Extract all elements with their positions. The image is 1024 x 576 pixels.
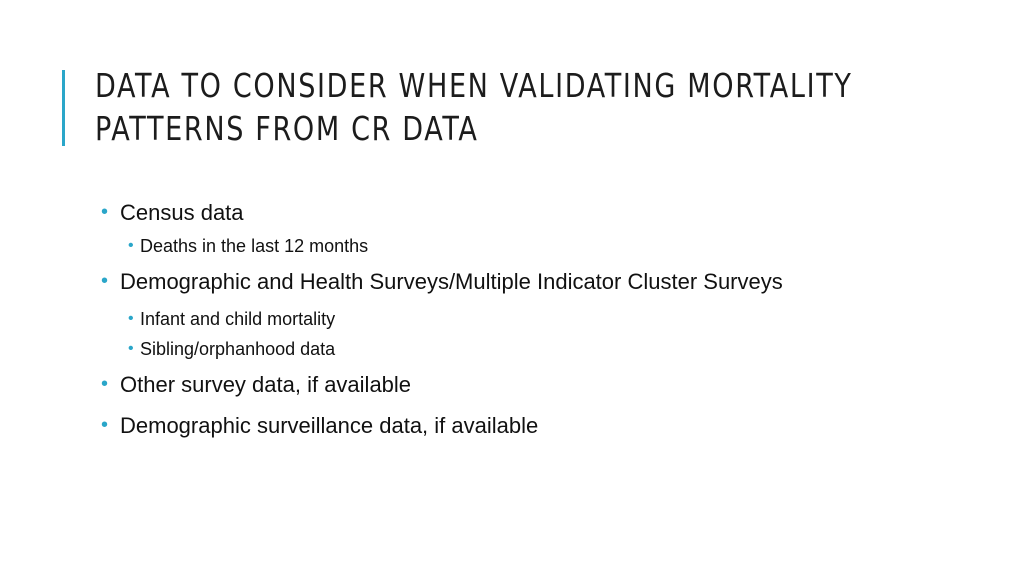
bullet-item-surveillance — [100, 409, 840, 442]
bullet-item-dhs-mics — [100, 265, 840, 298]
title-line-2: PATTERNS FROM CR DATA — [95, 109, 479, 148]
sub-bullet-text: Sibling/orphanhood data — [140, 339, 336, 359]
title-line-1: DATA TO CONSIDER WHEN VALIDATING MORTALITY — [95, 66, 853, 105]
sub-bullet-item-deaths — [100, 233, 920, 259]
bullet-dot-icon: • — [128, 340, 134, 357]
bullet-text: Demographic surveillance data, if available — [120, 413, 539, 438]
sub-bullet-item-sibling-orphanhood — [100, 336, 920, 362]
bullet-dot-icon: • — [128, 237, 134, 254]
bullet-dot-icon: • — [128, 310, 134, 327]
bullet-text: Demographic and Health Surveys/Multiple Indicator Cluster Surveys — [120, 269, 783, 294]
sub-bullet-text: Infant and child mortality — [140, 309, 336, 329]
sub-bullet-text: Deaths in the last 12 months — [140, 236, 369, 256]
bullet-text: Census data — [120, 200, 244, 225]
bullet-item-other-survey — [100, 368, 840, 401]
bullet-item-census — [100, 196, 840, 229]
bullet-list — [100, 196, 920, 442]
slide-title — [95, 64, 853, 150]
bullet-dot-icon: • — [101, 373, 109, 395]
bullet-dot-icon: • — [101, 414, 109, 436]
bullet-dot-icon: • — [101, 270, 109, 292]
bullet-dot-icon: • — [101, 201, 109, 223]
sub-bullet-item-infant-child — [100, 306, 920, 332]
title-accent-bar — [62, 70, 65, 146]
bullet-text: Other survey data, if available — [120, 372, 412, 397]
